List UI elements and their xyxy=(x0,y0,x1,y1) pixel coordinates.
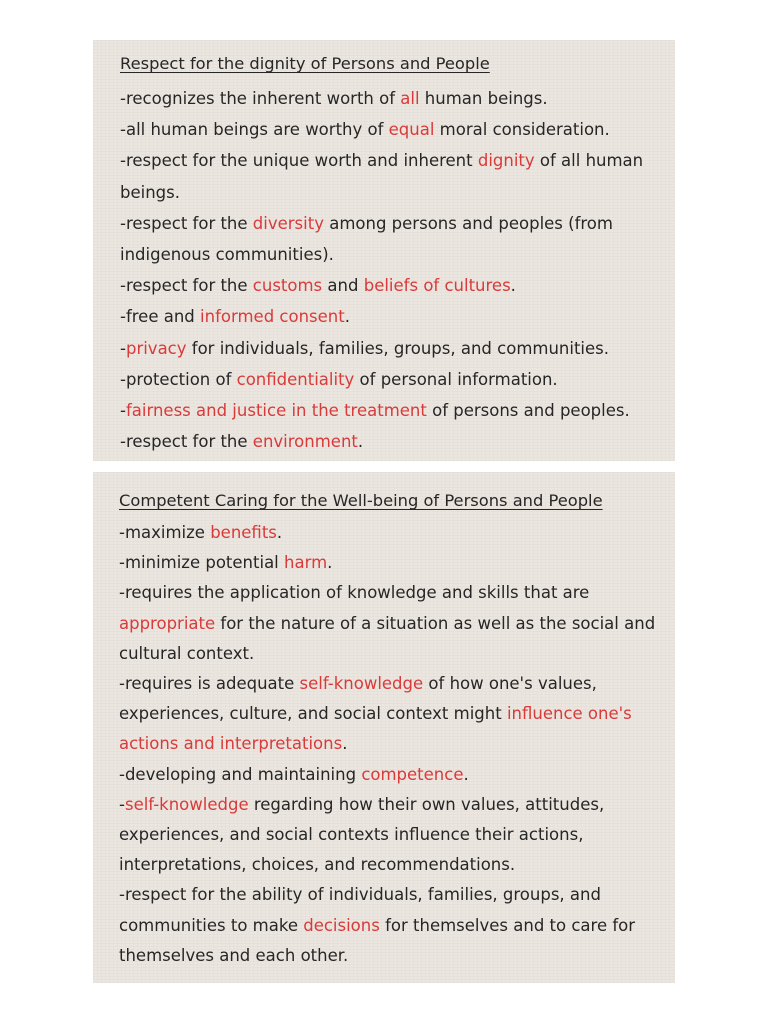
text-segment: moral consideration. xyxy=(434,120,610,140)
text-line xyxy=(120,114,675,145)
text-segment: -protection of xyxy=(120,369,237,389)
highlighted-term: actions and interpretations xyxy=(119,734,343,754)
dignity-card-lines xyxy=(120,83,675,457)
text-segment: communities to make xyxy=(119,915,304,935)
text-segment: for the nature of a situation as well as the social and xyxy=(215,613,656,633)
text-segment: . xyxy=(357,432,364,452)
text-segment: - xyxy=(120,338,126,358)
text-segment: interpretations, choices, and recommendations. xyxy=(119,855,516,875)
highlighted-term: customs xyxy=(252,276,323,296)
text-segment: -maximize xyxy=(119,523,211,542)
text-segment: . xyxy=(276,523,283,542)
caring-card xyxy=(93,472,675,983)
text-line xyxy=(120,239,675,270)
highlighted-term: informed consent xyxy=(200,307,345,327)
text-segment: . xyxy=(344,307,350,327)
text-segment: human beings. xyxy=(419,89,548,108)
text-line xyxy=(120,301,675,332)
text-line xyxy=(120,83,675,114)
text-line xyxy=(120,333,675,364)
text-segment: . xyxy=(342,734,348,754)
text-segment: of persons and peoples. xyxy=(426,401,630,421)
text-segment: cultural context. xyxy=(119,643,255,663)
text-line xyxy=(119,609,675,639)
highlighted-term: fairness and justice in the treatment xyxy=(125,401,427,421)
text-line xyxy=(120,364,675,395)
highlighted-term: harm xyxy=(284,553,328,573)
text-line xyxy=(119,639,675,669)
text-line xyxy=(119,941,675,971)
text-segment: of personal information. xyxy=(354,369,558,389)
text-segment: -respect for the xyxy=(120,276,253,296)
highlighted-term: self-knowledge xyxy=(124,794,249,814)
text-line xyxy=(119,699,675,729)
text-line xyxy=(120,208,675,239)
text-line xyxy=(119,729,675,759)
text-line xyxy=(120,177,675,208)
text-segment: of all human xyxy=(534,151,644,171)
highlighted-term: equal xyxy=(388,120,435,140)
text-line xyxy=(119,790,675,820)
text-line xyxy=(119,850,675,880)
text-segment: among persons and peoples (from xyxy=(323,213,613,233)
text-segment: for individuals, families, groups, and communities. xyxy=(186,338,610,358)
text-segment: -recognizes the inherent worth of xyxy=(120,89,401,108)
dignity-card-title: Respect for the dignity of Persons and People xyxy=(120,54,490,73)
text-segment: -free and xyxy=(120,307,201,327)
highlighted-term: environment xyxy=(252,432,358,452)
text-line xyxy=(119,669,675,699)
caring-card-title: Competent Caring for the Well-being of Persons and People xyxy=(119,491,603,510)
text-line xyxy=(120,270,675,301)
text-segment: of how one's values, xyxy=(423,674,597,694)
text-segment: -requires is adequate xyxy=(119,674,300,694)
text-segment: -all human beings are worthy of xyxy=(120,120,389,140)
highlighted-term: diversity xyxy=(252,213,324,233)
text-segment: -developing and maintaining xyxy=(119,764,362,784)
text-line xyxy=(119,518,675,548)
dignity-card xyxy=(93,40,675,461)
text-segment: - xyxy=(119,794,125,814)
highlighted-term: dignity xyxy=(477,151,535,171)
text-segment: for themselves and to care for xyxy=(379,915,636,935)
text-segment: . xyxy=(510,276,516,296)
highlighted-term: beliefs of cultures xyxy=(363,276,511,296)
text-segment: -respect for the xyxy=(120,213,253,233)
text-segment: themselves and each other. xyxy=(119,945,349,965)
text-segment: and xyxy=(322,276,364,296)
highlighted-term: benefits xyxy=(210,523,277,542)
text-line xyxy=(119,820,675,850)
highlighted-term: appropriate xyxy=(119,613,216,633)
text-segment: . xyxy=(463,764,469,784)
highlighted-term: confidentiality xyxy=(236,369,355,389)
text-line xyxy=(119,548,675,578)
text-segment: experiences, and social contexts influence their actions, xyxy=(119,825,584,845)
text-segment: beings. xyxy=(120,182,180,202)
text-segment: experiences, culture, and social context might xyxy=(119,704,507,724)
text-segment: -respect for the ability of individuals, families, groups, and xyxy=(119,885,601,905)
highlighted-term: influence one's xyxy=(506,704,632,724)
text-segment: - xyxy=(120,401,126,421)
text-line xyxy=(119,911,675,941)
text-segment: -minimize potential xyxy=(119,553,285,573)
text-segment: -respect for the xyxy=(120,432,253,452)
highlighted-term: decisions xyxy=(303,915,380,935)
text-segment: . xyxy=(327,553,333,573)
highlighted-term: self-knowledge xyxy=(299,674,424,694)
text-segment: regarding how their own values, attitudes, xyxy=(248,794,605,814)
highlighted-term: all xyxy=(400,89,420,108)
caring-card-lines xyxy=(119,518,675,971)
text-line xyxy=(119,760,675,790)
text-line xyxy=(120,426,675,457)
text-line xyxy=(119,880,675,910)
highlighted-term: competence xyxy=(361,764,464,784)
text-segment: -respect for the unique worth and inherent xyxy=(120,151,478,171)
highlighted-term: privacy xyxy=(125,338,187,358)
text-segment: -requires the application of knowledge and skills that are xyxy=(119,583,590,603)
text-line xyxy=(120,145,675,176)
text-line xyxy=(120,395,675,426)
text-segment: indigenous communities). xyxy=(120,245,334,265)
text-line xyxy=(119,578,675,608)
